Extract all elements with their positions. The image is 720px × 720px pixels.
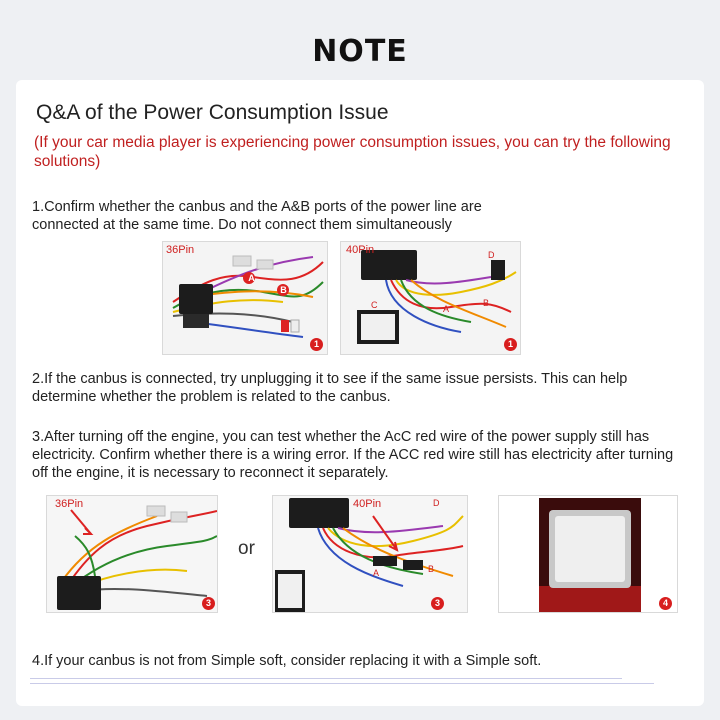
qa-title: Q&A of the Power Consumption Issue bbox=[36, 101, 389, 124]
pin-label: 40Pin bbox=[353, 498, 382, 510]
or-label: or bbox=[238, 538, 255, 559]
port-b-label: B bbox=[280, 285, 287, 295]
step-4-text: 4.If your canbus is not from Simple soft, consider replacing it with a Simple soft. bbox=[32, 653, 542, 669]
step-1-text: 1.Confirm whether the canbus and the A&B ports of the power line are connected at the same time. Do not connect them simultaneously bbox=[32, 199, 482, 233]
photo-number-badge: 3 bbox=[202, 597, 215, 610]
content-card bbox=[16, 80, 704, 706]
port-a-label: A bbox=[248, 273, 255, 283]
port-a-label: A bbox=[443, 304, 450, 314]
pin-label: 40Pin bbox=[346, 244, 375, 256]
photo-number-badge: 3 bbox=[431, 597, 444, 610]
port-d-label: D bbox=[433, 498, 440, 508]
harness-36pin-illustration bbox=[163, 242, 328, 355]
divider-line bbox=[30, 683, 654, 684]
photo-number-badge: 4 bbox=[659, 597, 672, 610]
canbus-box-photo bbox=[498, 495, 678, 613]
port-b-label: B bbox=[483, 298, 490, 308]
pin-label: 36Pin bbox=[55, 498, 84, 510]
acc-36pin-illustration bbox=[47, 496, 218, 613]
page-title: NOTE bbox=[312, 34, 408, 69]
acc-40pin-illustration bbox=[273, 496, 468, 613]
harness-40pin-photo bbox=[340, 241, 521, 355]
qa-subtitle: (If your car media player is experiencing power consumption issues, you can try the following solutions) bbox=[34, 134, 671, 170]
port-a-label: A bbox=[373, 568, 380, 578]
port-b-label: B bbox=[428, 564, 435, 574]
divider-line bbox=[30, 678, 622, 679]
pin-label: 36Pin bbox=[166, 244, 195, 256]
port-c-label: C bbox=[371, 300, 378, 310]
step-3-text: 3.After turning off the engine, you can test whether the AcC red wire of the power supply still has electricity. Confirm whether there is a wiring error. If the ACC red wire still has electricity after turning off the engine, it is necessary to reconnect it separately. bbox=[32, 429, 674, 481]
acc-40pin-photo bbox=[272, 495, 468, 613]
port-d-label: D bbox=[488, 250, 495, 260]
photo-number-badge: 1 bbox=[310, 338, 323, 351]
photo-number-badge: 1 bbox=[504, 338, 517, 351]
acc-36pin-photo bbox=[46, 495, 218, 613]
harness-36pin-photo bbox=[162, 241, 328, 355]
step-2-text: 2.If the canbus is connected, try unplugging it to see if the same issue persists. This can help determine whether the problem is related to the canbus. bbox=[32, 371, 628, 405]
canbus-box-illustration bbox=[499, 496, 678, 613]
